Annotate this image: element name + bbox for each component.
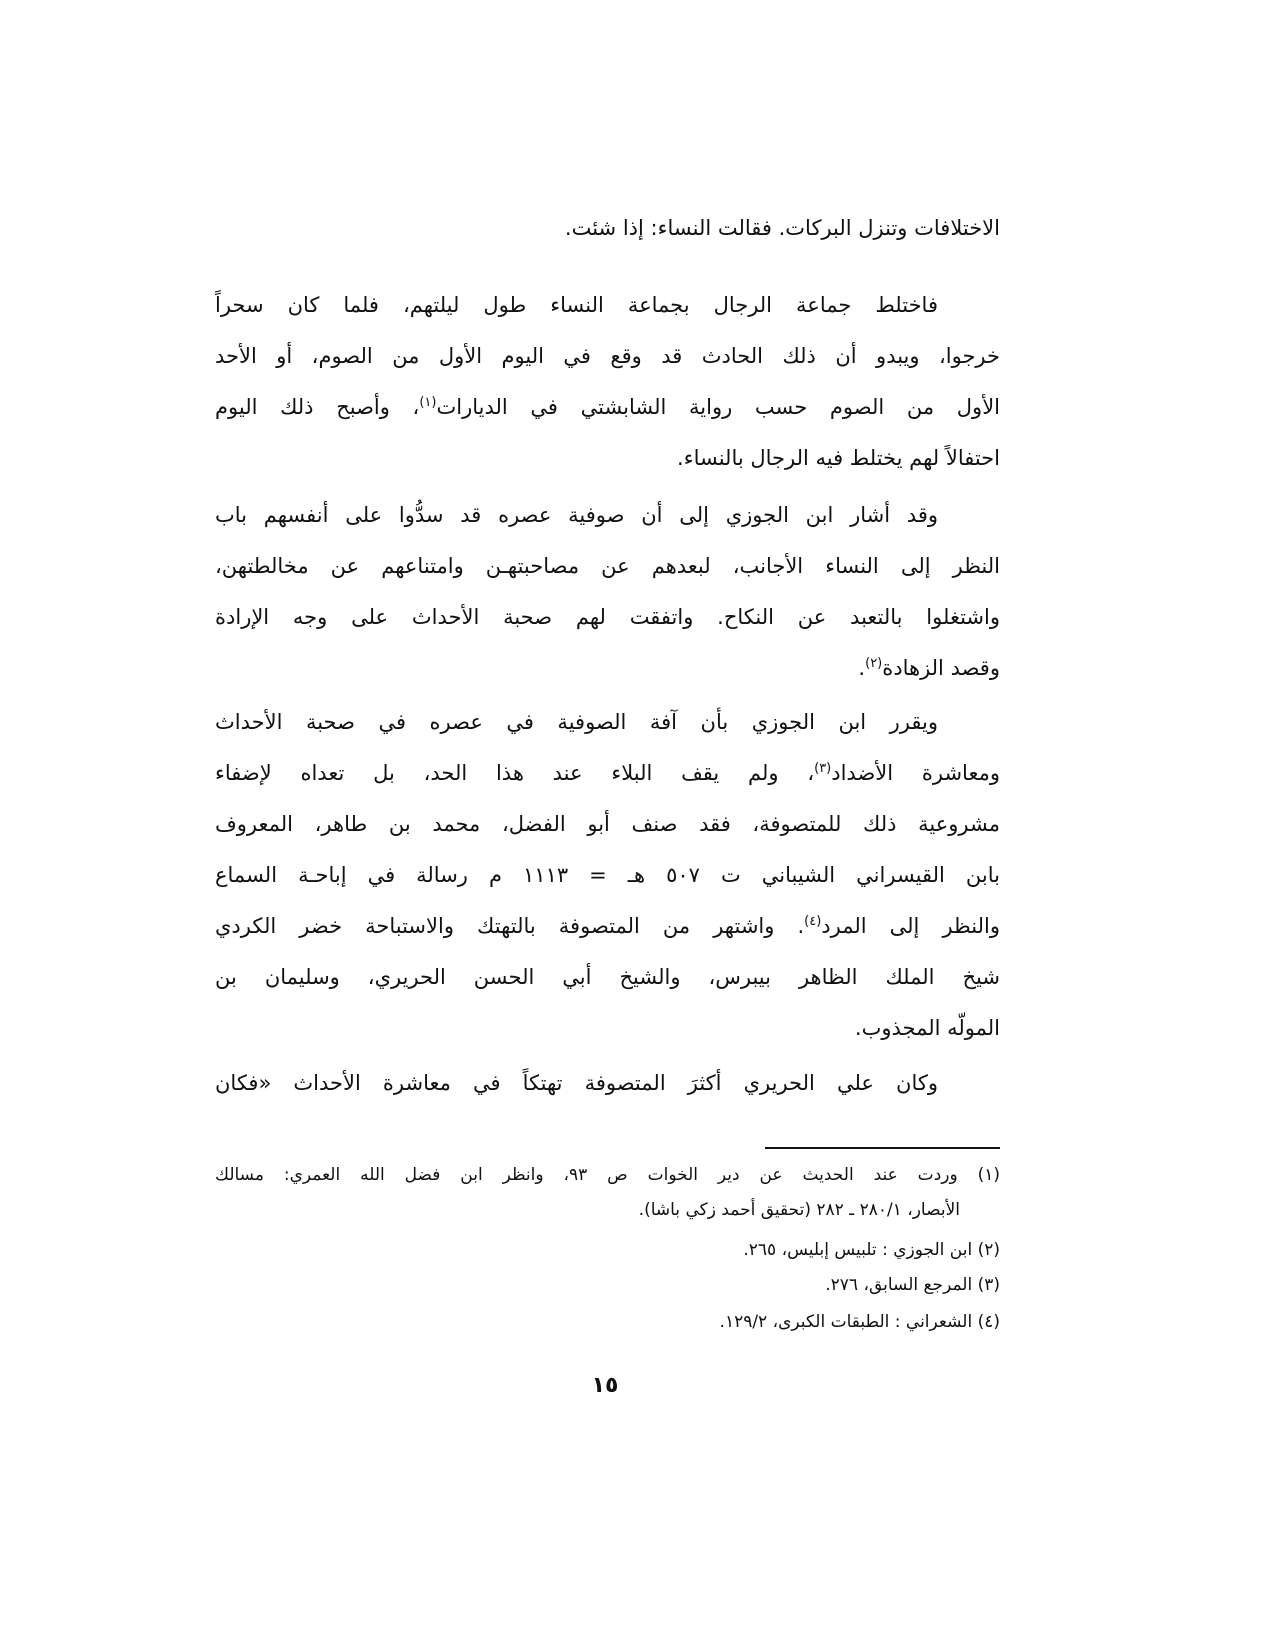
footnote-ref: (١) (419, 395, 437, 410)
paragraph (215, 697, 1000, 1054)
line-text: والنظر إلى المرد (821, 914, 1000, 938)
body-line (215, 901, 1000, 952)
body-line: الاختلافات وتنزل البركات. فقالت النساء: إذا شئت. (564, 216, 1000, 240)
body-line: فاختلط جماعة الرجال بجماعة النساء طول ليلتهم، فلما كان سحراً (215, 293, 938, 317)
paragraph (215, 1058, 1000, 1109)
body-line: النظر إلى النساء الأجانب، لبعدهم عن مصاحبتهـن وامتناعهم عن مخالطتهن، (215, 554, 1000, 578)
body-line: بابن القيسراني الشيباني ت ٥٠٧ هـ = ١١١٣ م رسالة في إباحـة السماع (215, 863, 1000, 887)
footnote-separator (765, 1147, 1000, 1149)
line-text: . واشتهر من المتصوفة بالتهتك والاستباحة خضر الكردي (215, 914, 805, 938)
footnote-1: (١) وردت عند الحديث عن دير الخوات ص ٩٣، وانظر ابن فضل الله العمري: مسالك (215, 1165, 1000, 1185)
body-line: خرجوا، ويبدو أن ذلك الحادث قد وقع في اليوم الأول من الصوم، أو الأحد (215, 344, 1000, 368)
footnote-1-continuation: الأبصار، ٢٨٠/١ ـ ٢٨٢ (تحقيق أحمد زكي باشا). (638, 1200, 960, 1220)
line-text: الأول من الصوم حسب رواية الشابشتي في الديارات (436, 395, 1001, 419)
footnote-ref: (٢) (865, 656, 883, 671)
page-number: ١٥ (591, 1373, 619, 1398)
line-text: ، وأصبح ذلك اليوم (215, 395, 420, 419)
body-line (215, 382, 1000, 433)
body-line: ويقرر ابن الجوزي بأن آفة الصوفية في عصره في صحبة الأحداث (215, 710, 938, 734)
paragraph (215, 280, 1000, 484)
line-text: وقصد الزهادة (882, 656, 1000, 680)
paragraph (215, 203, 1000, 254)
footnote-2: (٢) ابن الجوزي : تلبيس إبليس، ٢٦٥. (743, 1240, 1000, 1260)
footnote-ref: (٤) (804, 914, 822, 929)
line-text: ، ولم يقف البلاء عند هذا الحد، بل تعداه لإضفاء (215, 761, 815, 785)
paragraph (215, 490, 1000, 694)
body-line: شيخ الملك الظاهر بيبرس، والشيخ أبي الحسن الحريري، وسليمان بن (215, 965, 1000, 989)
body-line: احتفالاً لهم يختلط فيه الرجال بالنساء. (677, 446, 1000, 470)
body-line: مشروعية ذلك للمتصوفة، فقد صنف أبو الفضل، محمد بن طاهر، المعروف (215, 812, 1000, 836)
footnote-ref: (٣) (814, 761, 832, 776)
line-text: . (858, 656, 866, 680)
line-text: ومعاشرة الأضداد (831, 761, 1000, 785)
body-line: المولّه المجذوب. (854, 1016, 1000, 1040)
body-line (215, 748, 1000, 799)
body-line: وقد أشار ابن الجوزي إلى أن صوفية عصره قد سدُّوا على أنفسهم باب (215, 503, 938, 527)
footnote-3: (٣) المرجع السابق، ٢٧٦. (825, 1275, 1000, 1295)
body-line: واشتغلوا بالتعبد عن النكاح. واتفقت لهم صحبة الأحداث على وجه الإرادة (215, 605, 1000, 629)
body-line: وكان علي الحريري أكثرَ المتصوفة تهتكاً في معاشرة الأحداث «فكان (215, 1071, 938, 1095)
body-line (215, 643, 1000, 694)
footnote-4: (٤) الشعراني : الطبقات الكبرى، ١٢٩/٢. (719, 1312, 1000, 1332)
